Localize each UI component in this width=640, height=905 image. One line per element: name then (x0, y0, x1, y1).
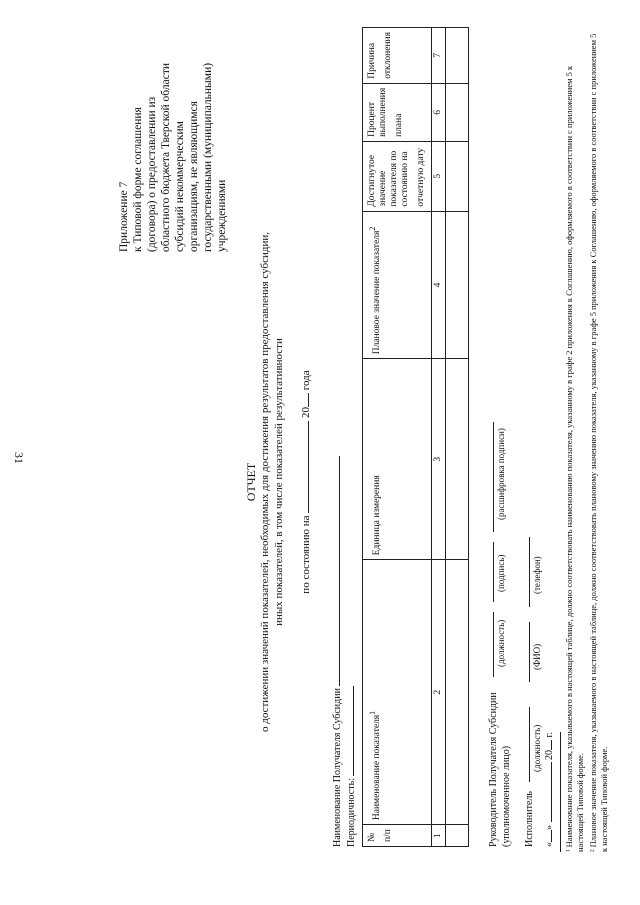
column-number: 3 (432, 359, 446, 560)
caption-fio: (ФИО) (532, 643, 542, 670)
appendix-line: субсидий некоммерческим (174, 121, 186, 252)
header-cell: № п/п (363, 825, 432, 847)
column-number: 6 (432, 83, 446, 141)
table-cell (446, 825, 469, 847)
footnote-1: ¹ Наименование показателя, указываемого в настоящей таблице, должно соответствовать наименованию показателя, указанному в графе 2 приложения к Соглашению, оформляемого в соответствии с приложением 5 к настоящей Типовой форме. (564, 65, 585, 852)
phone-line (529, 537, 530, 607)
signature-line (493, 542, 494, 602)
footnote-2: ² Плановое значение показателя, указываемого в настоящей таблице, должно соответствовать плановому значению показателя, указанному в графе 5 приложения к Соглашению, оформляемого в соответствии с приложением 5 к настоящей Типовой форме. (588, 33, 609, 852)
periodicity-row (346, 686, 357, 847)
table-cell (446, 560, 469, 825)
table-header-row (363, 28, 432, 847)
table-cell (446, 359, 469, 560)
appendix-line: организациям, не являющимся (188, 101, 200, 252)
periodicity-blank (353, 686, 354, 776)
decoding-line (493, 422, 494, 532)
appendix-line: учреждениями (216, 179, 228, 252)
caption-signature: (подпись) (496, 554, 506, 592)
header-cell: Причина отклонения (363, 28, 432, 84)
recipient-label: Наименование Получателя Субсидии (332, 688, 343, 847)
executor-label: Исполнитель (524, 791, 535, 847)
indicators-table (362, 27, 469, 847)
signature-date: «» 20 г. (544, 732, 555, 847)
head-label-2: (уполномоченное лицо) (501, 745, 512, 847)
appendix-line: к Типовой форме соглашения (132, 107, 144, 252)
header-cell: Наименование показателя$^1$ (363, 560, 432, 825)
table-cell (446, 83, 469, 141)
column-number: 5 (432, 141, 446, 211)
date-prefix: по состоянию на (300, 515, 312, 594)
appendix-line: (договора) о предоставлении из (146, 96, 158, 252)
fio-line (529, 622, 530, 682)
periodicity-label: Периодичность: (346, 778, 357, 847)
date-year: 20 (300, 406, 312, 418)
caption-phone: (телефон) (532, 556, 542, 594)
column-number: 1 (432, 825, 446, 847)
report-subtitle-2: иных показателей, в том числе показателей результативности (273, 338, 285, 626)
table-row (446, 28, 469, 847)
report-sheet (10, 12, 620, 892)
column-number: 4 (432, 211, 446, 359)
column-number: 2 (432, 560, 446, 825)
column-number: 7 (432, 28, 446, 84)
appendix-block (117, 42, 229, 252)
report-date (300, 112, 312, 852)
appendix-line: Приложение 7 (118, 181, 130, 252)
position2-line (529, 707, 530, 782)
header-cell: Единица измерения (363, 359, 432, 560)
footnote-separator (560, 732, 561, 852)
position-line (493, 612, 494, 677)
caption-decoding: (расшифровка подписи) (496, 428, 506, 520)
report-title: ОТЧЕТ (244, 462, 258, 502)
header-cell: Плановое значение показателя$^2$ (363, 211, 432, 359)
recipient-blank (339, 456, 340, 686)
table-cell (446, 28, 469, 84)
table-cell (446, 211, 469, 359)
appendix-line: областного бюджета Тверской области (160, 63, 172, 252)
caption-position: (должность) (496, 619, 506, 667)
recipient-row (332, 456, 343, 847)
date-blank (308, 421, 309, 513)
year-blank (308, 393, 309, 407)
header-cell: Достигнутое значение показателя по состоянию на отчетную дату (363, 141, 432, 211)
report-subtitle-1: о достижении значений показателей, необходимых для достижения результатов предоставления субсидии, (259, 232, 271, 733)
appendix-line: государственными (муниципальными) (202, 62, 214, 252)
head-label-1: Руководитель Получателя Субсидии (488, 692, 499, 847)
page-number: 31 (12, 452, 26, 464)
date-suffix: года (300, 370, 312, 391)
table-cell (446, 141, 469, 211)
column-number-row (432, 28, 446, 847)
caption-position-2: (должность) (532, 724, 542, 772)
header-cell: Процент выполнения плана (363, 83, 432, 141)
